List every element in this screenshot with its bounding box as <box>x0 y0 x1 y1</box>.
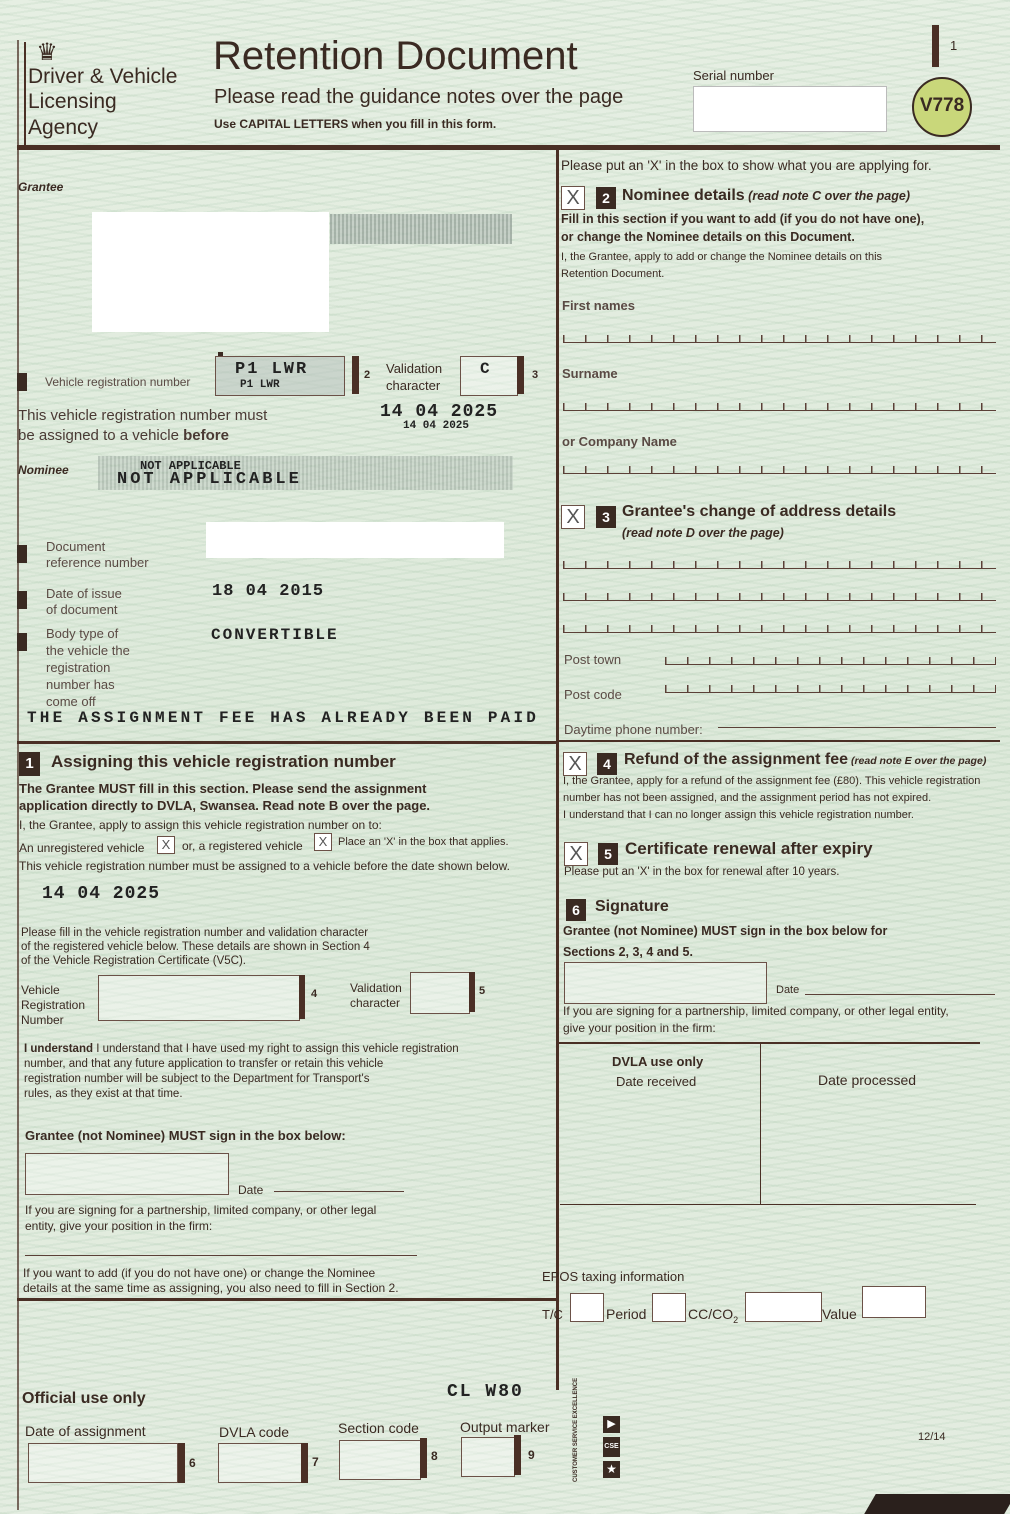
grantee-label: Grantee <box>18 180 64 194</box>
section2-apply-line2: Retention Document. <box>561 268 665 280</box>
section5-title: Certificate renewal after expiry <box>625 839 873 858</box>
new-vrn-label-1: Vehicle <box>21 983 60 997</box>
section3-note: (read note D over the page) <box>622 526 784 540</box>
issue-label-2: of document <box>46 602 118 617</box>
section4-line1: I, the Grantee, apply for a refund of the assignment fee (£80). This vehicle registration <box>563 775 981 787</box>
docref-redacted <box>206 522 504 558</box>
new-validation-label-1: Validation <box>350 981 402 995</box>
office-code: CL W80 <box>447 1382 524 1402</box>
page-number-bar <box>932 25 939 67</box>
cse-badge-icon: CSE <box>603 1437 620 1457</box>
cc-co2-label: $CC/CO_2$ <box>688 1306 739 1325</box>
first-names-label: First names <box>562 298 635 313</box>
vrn-value-small: P1 LWR <box>240 379 280 391</box>
capitals-note: Use CAPITAL LETTERS when you fill in this form. <box>214 117 497 131</box>
dvla-use-label: DVLA use only <box>612 1054 704 1069</box>
box6-bar <box>178 1443 185 1483</box>
nominee-details-checkbox[interactable]: X <box>561 186 585 210</box>
section1-firm-line[interactable] <box>25 1255 417 1256</box>
section6-line1: Grantee (not Nominee) MUST sign in the box below for <box>563 924 888 938</box>
agency-name-line1: Driver & Vehicle <box>28 65 178 88</box>
new-vrn-input[interactable] <box>98 975 300 1021</box>
grantee-redacted <box>92 212 329 332</box>
section3-number: 3 <box>596 506 616 528</box>
period-label: Period <box>606 1306 647 1322</box>
surname-input[interactable] <box>563 398 996 411</box>
box8-bar <box>420 1438 427 1478</box>
body-label-5: come off <box>46 694 96 709</box>
section-code-input[interactable] <box>339 1440 421 1480</box>
section1-must-line1: The Grantee MUST fill in this section. Please send the assignment <box>19 781 427 796</box>
section6-title: Signature <box>595 898 669 915</box>
section6-signature-box[interactable] <box>564 962 767 1004</box>
new-vrn-label-2: Registration <box>21 998 86 1012</box>
x-box-note: Place an 'X' in the box that applies. <box>338 836 509 848</box>
understand-line4: rules, as they exist at that time. <box>24 1088 183 1100</box>
section2-title: Nominee details (read note C over the page) <box>622 187 911 204</box>
docref-label-2: reference number <box>46 555 149 570</box>
body-type-value: CONVERTIBLE <box>211 626 339 644</box>
section1-date-value: 14 04 2025 <box>42 884 161 904</box>
validation-label-1: Validation <box>386 361 443 376</box>
box5-number: 5 <box>479 985 486 997</box>
dvla-code-label: DVLA code <box>219 1424 290 1440</box>
section2-apply-line1: I, the Grantee, apply to add or change the Nominee details on this <box>561 251 883 263</box>
section1-nominee-line2: details at the same time as assigning, you also need to fill in Section 2. <box>23 1281 399 1295</box>
new-validation-input[interactable] <box>410 972 470 1014</box>
surname-label: Surname <box>562 366 618 381</box>
section6-firm-line1: If you are signing for a partnership, limited company, or other legal entity, <box>563 1004 949 1018</box>
body-label-1: Body type of <box>46 626 119 641</box>
assign-before-line1: This vehicle registration number must <box>18 407 268 424</box>
body-label-4: number has <box>46 677 115 692</box>
serial-number-label: Serial number <box>693 68 774 83</box>
nominee-value: NOT APPLICABLE <box>117 470 302 489</box>
renewal-checkbox[interactable]: X <box>564 842 588 866</box>
section6-firm-line2: give your position in the firm: <box>563 1021 716 1035</box>
body-label-3: registration <box>46 660 111 675</box>
right-instruction: Please put an 'X' in the box to show what you are applying for. <box>561 158 932 173</box>
assign-before-line: This vehicle registration number must be assigned to a vehicle before the date shown below. <box>19 859 510 873</box>
section1-must-line2: application directly to DVLA, Swansea. Read note B over the page. <box>19 798 431 813</box>
section1-sign-heading: Grantee (not Nominee) MUST sign in the box below: <box>25 1128 346 1143</box>
post-code-label: Post code <box>564 687 622 702</box>
validation-label-2: character <box>386 378 441 393</box>
fill-note-line1: Please fill in the vehicle registration number and validation character <box>21 927 369 939</box>
tc-input[interactable] <box>570 1293 604 1322</box>
new-vrn-label-3: Number <box>21 1013 64 1027</box>
address-line1-input[interactable] <box>563 556 996 569</box>
agency-rule <box>24 42 26 147</box>
section1-top-rule <box>17 741 558 744</box>
output-marker-label: Output marker <box>460 1419 550 1435</box>
output-marker-input[interactable] <box>461 1437 515 1477</box>
unregistered-checkbox[interactable]: X <box>157 836 175 854</box>
scan-edge-shadow <box>864 1494 1010 1514</box>
section-code-label: Section code <box>338 1420 419 1436</box>
fill-note-line3: of the Vehicle Registration Certificate (V5C). <box>21 955 246 967</box>
registered-checkbox[interactable]: X <box>314 833 332 851</box>
section1-number: 1 <box>19 752 40 776</box>
expiry-date-small: 14 04 2025 <box>403 420 470 432</box>
address-line2-input[interactable] <box>563 588 996 601</box>
box9-bar <box>514 1435 521 1475</box>
fee-paid-statement: THE ASSIGNMENT FEE HAS ALREADY BEEN PAID <box>27 709 540 727</box>
assign-before-line2: be assigned to a vehicle before <box>18 427 229 444</box>
value-label: Value <box>822 1306 857 1322</box>
section1-nominee-line1: If you want to add (if you do not have one) or change the Nominee <box>23 1266 376 1280</box>
issue-date-value: 18 04 2015 <box>212 582 325 601</box>
vrn-label: Vehicle registration number <box>45 375 191 389</box>
royal-crest-icon: ♛ <box>36 39 58 66</box>
grantee-print-smudge <box>330 214 512 244</box>
tc-label: T/C <box>542 1307 563 1322</box>
section1-date-line[interactable] <box>274 1191 404 1192</box>
page-subtitle: Please read the guidance notes over the page <box>214 86 624 108</box>
value-input[interactable] <box>862 1286 926 1318</box>
box8-number: 8 <box>431 1449 438 1463</box>
box7-bar <box>301 1443 308 1483</box>
registered-label: or, a registered vehicle <box>182 839 303 853</box>
box2-bar <box>352 356 359 394</box>
box7-number: 7 <box>312 1455 319 1469</box>
company-name-label: or Company Name <box>562 434 677 449</box>
box4-bar <box>299 975 305 1019</box>
box5-bar <box>469 972 475 1012</box>
box2-number: 2 <box>364 369 371 381</box>
official-use-heading: Official use only <box>22 1390 146 1407</box>
nominee-label: Nominee <box>18 463 69 477</box>
cc-co2-input[interactable] <box>745 1292 822 1322</box>
section4-line3: I understand that I can no longer assign this vehicle registration number. <box>563 809 914 821</box>
date-of-assignment-label: Date of assignment <box>25 1423 146 1439</box>
section3-title: Grantee's change of address details <box>622 503 897 520</box>
section6-date-label: Date <box>776 984 800 996</box>
dvla-use-bottom-rule <box>560 1204 976 1205</box>
issue-label-1: Date of issue <box>46 586 122 601</box>
section4-number: 4 <box>597 753 617 775</box>
vrn-value: P1 LWR <box>235 360 309 379</box>
section2-fill-line2: or change the Nominee details on this Document. <box>561 230 855 244</box>
header-rule <box>17 145 1000 150</box>
box9-number: 9 <box>528 1448 535 1462</box>
dvla-code-input[interactable] <box>218 1443 302 1483</box>
serial-number-box <box>693 86 887 132</box>
first-names-input[interactable] <box>563 330 996 343</box>
page-number: 1 <box>950 38 958 53</box>
section1-firm-line1: If you are signing for a partnership, limited company, or other legal <box>25 1203 377 1217</box>
post-code-input[interactable] <box>665 680 996 693</box>
docref-label-1: Document <box>46 539 106 554</box>
section1-date-label: Date <box>238 1183 264 1197</box>
dvla-use-divider <box>760 1044 761 1204</box>
new-validation-label-2: character <box>350 996 401 1010</box>
company-name-input[interactable] <box>563 461 996 474</box>
section5-number: 5 <box>598 843 618 865</box>
body-bullet <box>17 633 27 651</box>
form-version: 12/14 <box>918 1431 946 1443</box>
understand-line2: number, and that any future application to transfer or retain this vehicle <box>24 1058 384 1070</box>
box3-number: 3 <box>532 369 539 381</box>
expiry-date: 14 04 2025 <box>380 402 499 422</box>
vrn-bullet <box>17 373 27 391</box>
address-line3-input[interactable] <box>563 620 996 633</box>
post-town-label: Post town <box>564 652 622 667</box>
section2-fill-line1: Fill in this section if you want to add (if you do not have one), <box>561 212 925 226</box>
validation-value: C <box>480 360 490 378</box>
nominee-value-small: NOT APPLICABLE <box>140 459 241 473</box>
refund-checkbox[interactable]: X <box>563 752 587 776</box>
cse-star-icon: ★ <box>603 1461 620 1478</box>
cse-text-block: CUSTOMER SERVICE EXCELLENCE <box>573 1377 579 1482</box>
phone-input[interactable] <box>718 727 996 728</box>
issue-bullet <box>17 591 27 609</box>
section1-signature-box[interactable] <box>25 1153 229 1195</box>
dvla-use-top-rule <box>558 1042 980 1044</box>
agency-name-line3: Agency <box>28 116 99 139</box>
section1-apply-line: I, the Grantee, apply to assign this vehicle registration number on to: <box>19 818 382 832</box>
agency-name-line2: Licensing <box>28 90 117 113</box>
section1-firm-line2: entity, give your position in the firm: <box>25 1219 213 1233</box>
box6-number: 6 <box>189 1456 196 1470</box>
understand-line1: I understand I understand that I have used my right to assign this vehicle registration <box>24 1043 459 1055</box>
section4-top-rule <box>558 740 1000 742</box>
section4-title: Refund of the assignment fee (read note E over the page) <box>624 751 987 768</box>
understand-line3: registration number will be subject to the Department for Transport's <box>24 1073 370 1085</box>
body-label-2: the vehicle the <box>46 643 130 658</box>
date-received-label: Date received <box>616 1074 697 1089</box>
section2-number: 2 <box>596 187 616 209</box>
column-divider <box>556 150 559 1390</box>
box3-bar <box>517 356 524 394</box>
section5-line: Please put an 'X' in the box for renewal after 10 years. <box>564 866 840 878</box>
section6-number: 6 <box>566 899 586 921</box>
section1-title: Assigning this vehicle registration number <box>51 752 396 771</box>
page-title: Retention Document <box>213 34 578 78</box>
unregistered-label: An unregistered vehicle <box>19 841 145 855</box>
docref-bullet <box>17 545 27 563</box>
post-town-input[interactable] <box>665 652 996 665</box>
section4-line2: number has not been assigned, and the assignment period has not expired. <box>563 792 932 804</box>
phone-label: Daytime phone number: <box>564 722 703 737</box>
epos-label: EPOS taxing information <box>542 1269 685 1284</box>
date-processed-label: Date processed <box>818 1072 917 1088</box>
cse-play-icon: ▶ <box>603 1416 620 1433</box>
section1-bottom-rule <box>17 1298 558 1301</box>
address-change-checkbox[interactable]: X <box>561 505 585 529</box>
date-of-assignment-input[interactable] <box>28 1443 178 1483</box>
section6-line2: Sections 2, 3, 4 and 5. <box>563 945 693 959</box>
period-input[interactable] <box>652 1293 686 1322</box>
fill-note-line2: of the registered vehicle below. These details are shown in Section 4 <box>21 941 370 953</box>
form-code-badge: V778 <box>912 77 972 137</box>
box4-number: 4 <box>311 988 318 1000</box>
section6-date-line[interactable] <box>805 994 995 995</box>
